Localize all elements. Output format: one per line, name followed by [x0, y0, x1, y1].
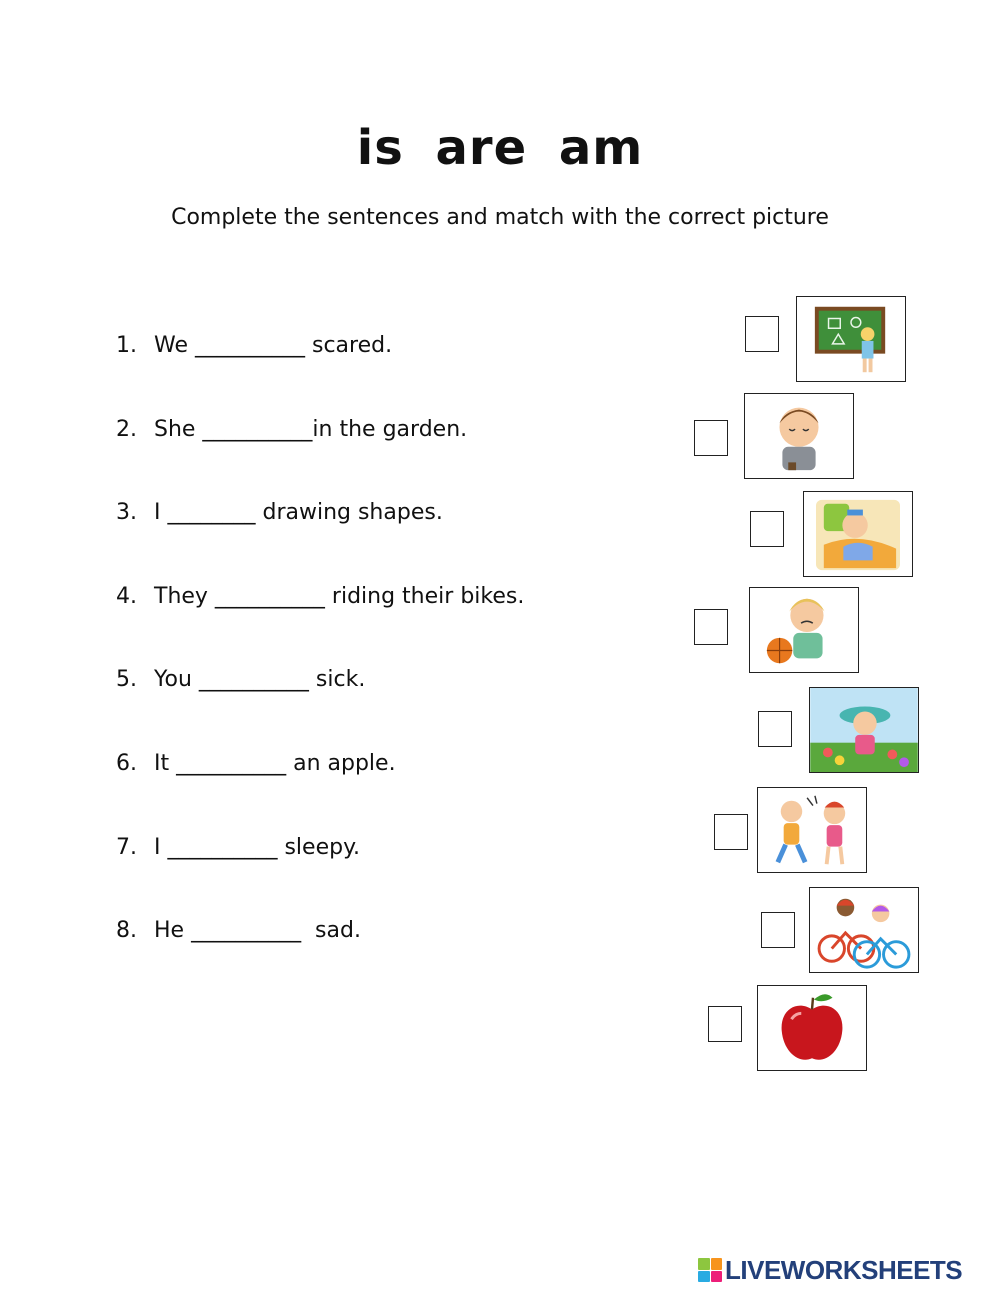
- instruction-text: Complete the sentences and match with the correct picture: [171, 205, 829, 230]
- answer-box-8[interactable]: [708, 1006, 742, 1042]
- sentence-number: 6.: [116, 751, 137, 776]
- sentence-number: 2.: [116, 417, 137, 442]
- kids-riding-bikes-icon: [810, 888, 918, 972]
- brand-text: LIVEWORKSHEETS: [725, 1254, 963, 1285]
- sentence-text: He __________ sad.: [154, 918, 361, 943]
- liveworksheets-logo-icon: [698, 1258, 722, 1282]
- picture-sad-boy: [749, 587, 859, 673]
- sentence-text: You __________ sick.: [154, 667, 366, 692]
- sentence-number: 3.: [116, 500, 137, 525]
- brand-logo: [698, 1256, 962, 1284]
- answer-box-3[interactable]: [750, 511, 784, 547]
- answer-box-6[interactable]: [714, 814, 748, 850]
- sentence-2: [116, 417, 467, 442]
- sentence-number: 1.: [116, 333, 137, 358]
- sentence-1: [116, 333, 392, 358]
- sentence-6: [116, 751, 396, 776]
- answer-box-2[interactable]: [694, 420, 728, 456]
- sentence-7: [116, 835, 360, 860]
- picture-girl-garden: [809, 687, 919, 773]
- sentence-text: We __________ scared.: [154, 333, 393, 358]
- sentence-text: She __________in the garden.: [154, 417, 468, 442]
- sentence-5: [116, 667, 365, 692]
- picture-sleepy-boy: [744, 393, 854, 479]
- blackboard-drawing-icon: [797, 297, 905, 381]
- picture-apple: [757, 985, 867, 1071]
- sentence-text: It __________ an apple.: [154, 751, 396, 776]
- picture-sick-child: [803, 491, 913, 577]
- answer-box-4[interactable]: [694, 609, 728, 645]
- scared-children-icon: [758, 788, 866, 872]
- answer-box-7[interactable]: [761, 912, 795, 948]
- sentence-8: [116, 918, 361, 943]
- sentence-number: 4.: [116, 584, 137, 609]
- answer-box-1[interactable]: [745, 316, 779, 352]
- girl-in-garden-icon: [810, 688, 918, 772]
- sad-boy-with-ball-icon: [750, 588, 858, 672]
- answer-box-5[interactable]: [758, 711, 792, 747]
- apple-icon: [758, 986, 866, 1070]
- picture-kids-bikes: [809, 887, 919, 973]
- sentence-text: They __________ riding their bikes.: [154, 584, 525, 609]
- sick-child-in-bed-icon: [804, 492, 912, 576]
- picture-scared-children: [757, 787, 867, 873]
- picture-blackboard: [796, 296, 906, 382]
- sentence-number: 8.: [116, 918, 137, 943]
- sleepy-boy-icon: [745, 394, 853, 478]
- sentence-4: [116, 584, 524, 609]
- sentence-text: I __________ sleepy.: [154, 835, 360, 860]
- worksheet-title: is are am: [356, 120, 644, 176]
- sentence-number: 7.: [116, 835, 137, 860]
- sentence-text: I ________ drawing shapes.: [154, 500, 443, 525]
- sentence-number: 5.: [116, 667, 137, 692]
- sentence-3: [116, 500, 443, 525]
